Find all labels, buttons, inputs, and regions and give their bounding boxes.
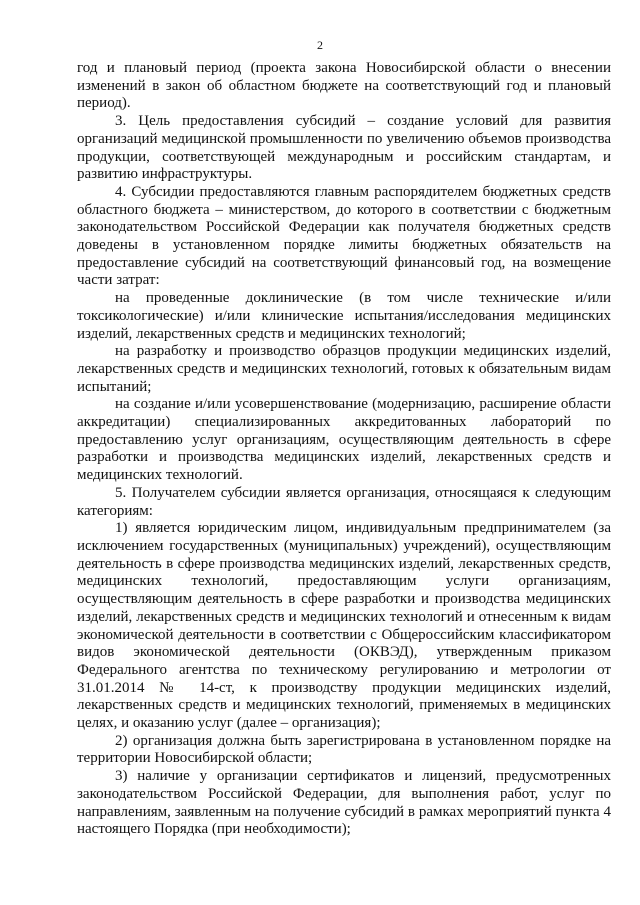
paragraph-category-2: 2) организация должна быть зарегистрирована в установленном порядке на территории Новосибирской области; xyxy=(77,732,611,767)
paragraph-item-5-recipients: 5. Получателем субсидии является организация, относящаяся к следующим категориям: xyxy=(77,484,611,519)
page-number: 2 xyxy=(317,38,323,52)
document-body xyxy=(77,60,611,839)
paragraph-category-3: 3) наличие у организации сертификатов и лицензий, предусмотренных законодательством Российской Федерации, для выполнения работ, услуг по направлениям, заявленным на получение субсидий в рамках мероприятий пункта 4 настоящего Порядка (при необходимости); xyxy=(77,768,611,838)
paragraph-item-4-subsidies: 4. Субсидии предоставляются главным распорядителем бюджетных средств областного бюджета – министерством, до которого в соответствии с бюджетным законодательством Российской Федерации как получателя бюджетных средств доведены в установленном порядке лимиты бюджетных обязательств на предоставление субсидий на соответствующий финансовый год, на возмещение части затрат: xyxy=(77,183,611,289)
paragraph-category-1: 1) является юридическим лицом, индивидуальным предпринимателем (за исключением государственных (муниципальных) учреждений), осуществляющим деятельность в сфере производства медицинских изделий, лекарственных средств, медицинских технологий, предоставляющим услуги организациям, осуществляющим деятельность в сфере разработки и производства медицинских изделий, лекарственных средств и медицинских технологий и отнесенным к видам экономической деятельности в соответствии с Общероссийским классификатором видов экономической деятельности (ОКВЭД), утвержденным приказом Федерального агентства по техническому регулированию и метрологии от 31.01.2014 № 14-ст, к производству продукции медицинских изделий, лекарственных средств и медицинских технологий, применяемых в медицинских целях, и оказанию услуг (далее – организация); xyxy=(77,520,611,732)
paragraph-cost-laboratories: на создание и/или усовершенствование (модернизацию, расширение области аккредитации) специализированных аккредитованных лабораторий по предоставлению услуг организациям, осуществляющим деятельность в сфере разработки и производства медицинских изделий, лекарственных средств и медицинских технологий. xyxy=(77,396,611,484)
paragraph-item-3-purpose: 3. Цель предоставления субсидий – создание условий для развития организаций медицинской промышленности по увеличению объемов производства продукции, соответствующей международным и российским стандартам, и развитию инфраструктуры. xyxy=(77,113,611,183)
paragraph-continuation: год и плановый период (проекта закона Новосибирской области о внесении изменений в закон об областном бюджете на соответствующий год и плановый период). xyxy=(77,60,611,112)
paragraph-cost-trials: на проведенные доклинические (в том числе технические и/или токсикологические) и/или клинические испытания/исследования медицинских изделий, лекарственных средств и медицинских технологий; xyxy=(77,290,611,342)
paragraph-cost-development: на разработку и производство образцов продукции медицинских изделий, лекарственных средств и медицинских технологий, готовых к обязательным видам испытаний; xyxy=(77,343,611,395)
